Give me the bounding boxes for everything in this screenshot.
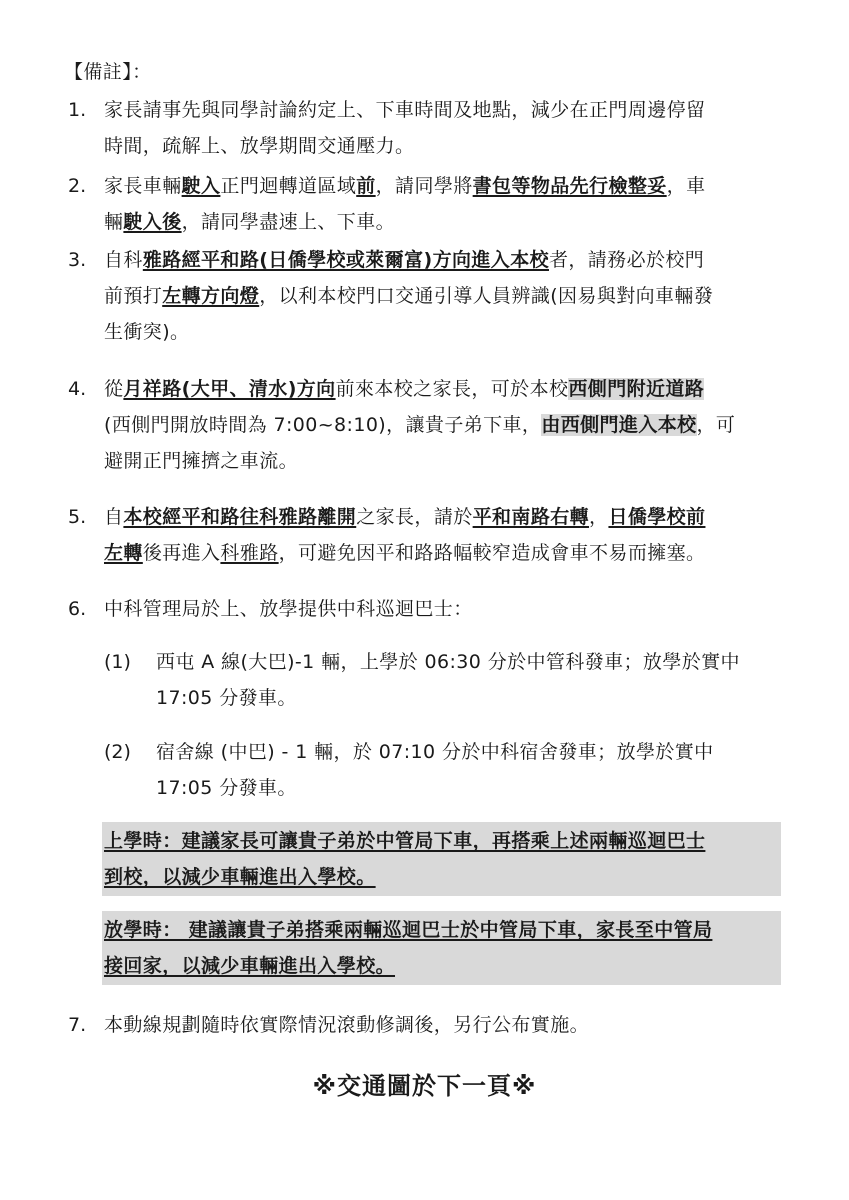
item-6-sub-2-number: (2) <box>104 741 131 763</box>
item-4-line-1: 從月祥路(大甲、清水)方向前來本校之家長，可於本校西側門附近道路 <box>104 378 705 400</box>
item-3-number: 3. <box>68 249 87 271</box>
item-5-number: 5. <box>68 506 87 528</box>
next-page-notice: ※交通圖於下一頁※ <box>312 1072 537 1100</box>
item-5-line-1: 自本校經平和路往科雅路離開之家長，請於平和南路右轉，日僑學校前 <box>104 506 706 528</box>
item-6-sub-2-line-1: 宿舍線 (中巴) - 1 輛，於 07:10 分於中科宿舍發車；放學於實中 <box>156 741 714 763</box>
morning-advice-line-1: 上學時：建議家長可讓貴子弟於中管局下車，再搭乘上述兩輛巡迴巴士 <box>104 830 706 852</box>
item-4-line-2: (西側門開放時間為 7:00~8:10)，讓貴子弟下車，由西側門進入本校，可 <box>104 414 736 436</box>
item-6-sub-1-number: (1) <box>104 651 131 673</box>
item-2-line-1: 家長車輛駛入正門迴轉道區域前，請同學將書包等物品先行檢整妥，車 <box>104 175 706 197</box>
item-6-sub-1-line-1: 西屯 A 線(大巴)-1 輛，上學於 06:30 分於中管科發車；放學於實中 <box>156 651 740 673</box>
item-7-number: 7. <box>68 1014 87 1036</box>
item-6-sub-1-line-2: 17:05 分發車。 <box>156 687 297 709</box>
item-1-line-2: 時間，疏解上、放學期間交通壓力。 <box>104 135 415 157</box>
item-1-number: 1. <box>68 99 87 121</box>
afternoon-advice-line-2: 接回家，以減少車輛進出入學校。 <box>104 955 396 977</box>
item-3-line-2: 前預打左轉方向燈，以利本校門口交通引導人員辨識(因易與對向車輛發 <box>104 285 714 307</box>
item-3-line-3: 生衝突)。 <box>104 321 190 343</box>
item-6-number: 6. <box>68 598 87 620</box>
note-header: 【備註】： <box>64 61 152 83</box>
item-2-line-2: 輛駛入後，請同學盡速上、下車。 <box>104 211 396 233</box>
item-2-number: 2. <box>68 175 87 197</box>
afternoon-advice-line-1: 放學時： 建議讓貴子弟搭乘兩輛巡迴巴士於中管局下車，家長至中管局 <box>104 919 713 941</box>
item-3-line-1: 自科雅路經平和路(日僑學校或萊爾富)方向進入本校者，請務必於校門 <box>104 249 705 271</box>
item-4-number: 4. <box>68 378 87 400</box>
item-7-text: 本動線規劃隨時依實際情況滾動修調後，另行公布實施。 <box>104 1014 590 1036</box>
item-5-line-2: 左轉後再進入科雅路，可避免因平和路路幅較窄造成會車不易而擁塞。 <box>104 542 706 564</box>
item-6-text: 中科管理局於上、放學提供中科巡迴巴士： <box>104 598 473 620</box>
item-4-line-3: 避開正門擁擠之車流。 <box>104 450 299 472</box>
item-6-sub-2-line-2: 17:05 分發車。 <box>156 777 297 799</box>
morning-advice-line-2: 到校，以減少車輛進出入學校。 <box>104 866 376 888</box>
item-1-line-1: 家長請事先與同學討論約定上、下車時間及地點，減少在正門周邊停留 <box>104 99 706 121</box>
